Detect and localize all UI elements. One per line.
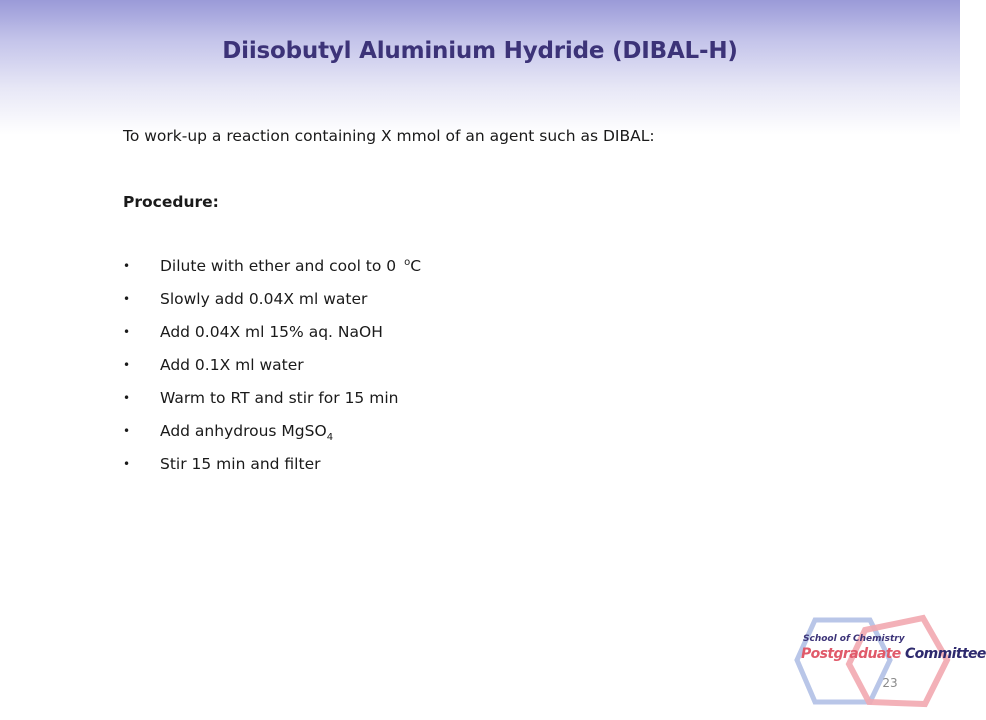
step-item bbox=[123, 453, 883, 486]
subscript: 4 bbox=[326, 432, 334, 443]
header-band bbox=[0, 0, 960, 135]
slide-content bbox=[123, 125, 883, 486]
step-item bbox=[123, 321, 883, 354]
logo-school-text: School of Chemistry bbox=[803, 634, 905, 644]
hexagon-logo-icon bbox=[795, 612, 955, 712]
logo-committee-text bbox=[801, 646, 986, 662]
bullet-icon: • bbox=[123, 358, 131, 372]
step-item bbox=[123, 387, 883, 420]
bullet-icon: • bbox=[123, 292, 131, 306]
page-number: 23 bbox=[882, 676, 898, 690]
degree-superscript: o bbox=[404, 257, 411, 268]
step-text: Stir 15 min and filter bbox=[160, 455, 321, 473]
step-text: Dilute with ether and cool to 0 bbox=[160, 257, 402, 275]
step-item bbox=[123, 354, 883, 387]
procedure-steps bbox=[123, 255, 883, 486]
procedure-heading: Procedure: bbox=[123, 193, 219, 211]
step-text: Add 0.04X ml 15% aq. NaOH bbox=[160, 323, 383, 341]
step-unit: C bbox=[410, 257, 422, 275]
bullet-icon: • bbox=[123, 259, 131, 273]
step-text: Slowly add 0.04X ml water bbox=[160, 290, 368, 308]
step-text: Add 0.1X ml water bbox=[160, 356, 304, 374]
committee-logo bbox=[795, 612, 986, 712]
bullet-icon: • bbox=[123, 391, 131, 405]
step-item bbox=[123, 288, 883, 321]
bullet-icon: • bbox=[123, 325, 131, 339]
step-text: Warm to RT and stir for 15 min bbox=[160, 389, 399, 407]
step-item bbox=[123, 420, 883, 453]
logo-word-postgraduate: Postgraduate bbox=[801, 646, 901, 662]
intro-text: To work-up a reaction containing X mmol of an agent such as DIBAL: bbox=[123, 127, 655, 145]
bullet-icon: • bbox=[123, 457, 131, 471]
bullet-icon: • bbox=[123, 424, 131, 438]
slide-title: Diisobutyl Aluminium Hydride (DIBAL-H) bbox=[222, 38, 738, 64]
logo-word-committee: Committee bbox=[904, 646, 986, 662]
step-item bbox=[123, 255, 883, 288]
step-text: Add anhydrous MgSO bbox=[160, 422, 327, 440]
